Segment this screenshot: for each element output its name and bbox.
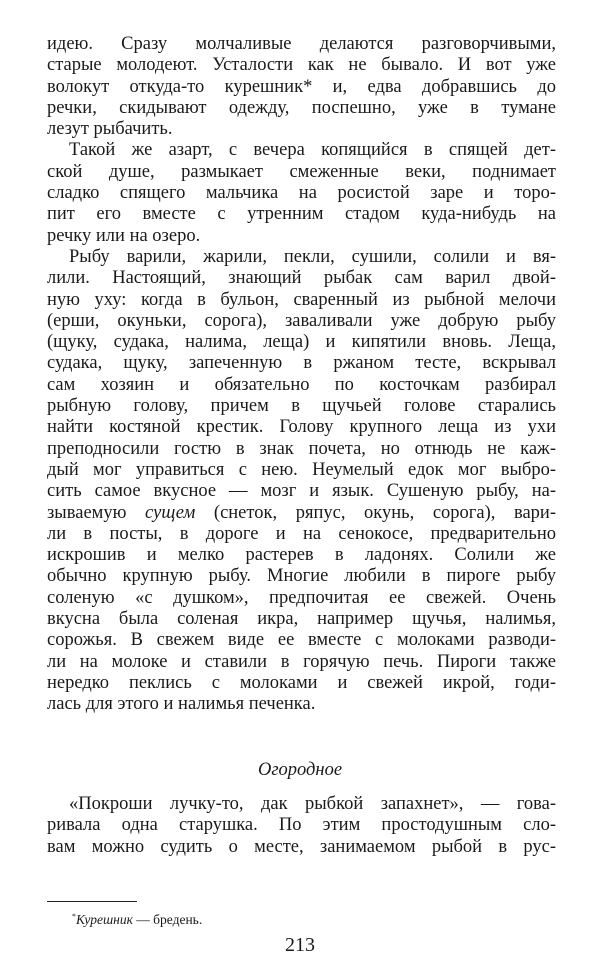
text-line: речку или на озеро.	[47, 225, 201, 246]
footnote-divider	[47, 901, 137, 902]
text-line: ли в посты, в дороге и на сенокосе, предварительно	[47, 523, 556, 544]
text-line: (ерши, окуньки, сорога), заваливали уже добрую рыбу	[47, 310, 556, 331]
text-line: «Покроши лучку-то, дак рыбкой запахнет», — гова-	[69, 794, 556, 814]
text-line: сорожья. В свежем виде ее вместе с молоками разводи-	[47, 630, 556, 651]
paragraph-3	[47, 247, 556, 716]
text-line: найти костяной крестик. Голову крупного леща из ухи	[47, 417, 556, 438]
text-segment: зываемую	[47, 502, 146, 523]
text-line: волокут откуда-то курешник* и, едва добравшись до	[47, 76, 556, 97]
text-line: старые молодеют. Усталости как не бывало. И вот уже	[47, 55, 556, 76]
text-line: ную уху: когда в бульон, сваренный из рыбной мелочи	[47, 289, 556, 310]
text-line: искрошив и мелко растерев в ладонях. Солили же	[47, 545, 556, 566]
footnote-mark: *	[72, 912, 76, 921]
text-line: сам хозяин и обязательно по косточкам разбирал	[47, 374, 556, 395]
paragraph-1	[47, 34, 556, 140]
text-line: рыбную голову, причем в щучьей голове старались	[47, 396, 556, 417]
text-segment: (снеток, ряпус, окунь, сорога), вари-	[195, 502, 556, 523]
text-line: дый мог управиться с нею. Неумелый едок мог выбро-	[47, 459, 556, 480]
section-heading: Огородное	[257, 760, 343, 780]
text-line: вам можно судить о месте, занимаемом рыбой в рус-	[47, 836, 556, 857]
paragraph-2	[47, 140, 556, 246]
italic-term: сущем	[145, 502, 196, 523]
text-line: лезут рыбачить.	[47, 119, 173, 140]
footnote-definition: — бредень.	[132, 912, 203, 927]
text-line: пит его вместе с утренним стадом куда-нибудь на	[47, 204, 556, 225]
body-text	[47, 34, 556, 716]
text-line: соленую «с душком», предпочитая ее свежей. Очень	[47, 587, 556, 608]
text-line: идею. Сразу молчаливые делаются разговорчивыми,	[47, 34, 556, 54]
text-line	[47, 503, 556, 524]
page-number: 213	[285, 934, 315, 956]
text-line: ской душе, размыкает смеженные веки, поднимает	[47, 161, 556, 182]
text-line: сить самое вкусное — мозг и язык. Сушеную рыбу, на-	[47, 481, 556, 502]
footnote	[72, 908, 202, 928]
text-line: ривала одна старушка. По этим простодушным сло-	[47, 815, 556, 836]
text-line: судака, щуку, запеченную в ржаном тесте, вскрывал	[47, 353, 556, 374]
text-line: лась для этого и налимья печенка.	[47, 694, 316, 715]
text-line: речки, скидывают одежду, поспешно, уже в тумане	[47, 97, 556, 118]
text-line: вкусна была соленая икра, например щучья, налимья,	[47, 609, 556, 630]
text-line: лили. Настоящий, знающий рыбак сам варил двой-	[47, 268, 556, 289]
text-line: сладко спящего мальчика на росистой заре и торо-	[47, 183, 556, 204]
text-line: Рыбу варили, жарили, пекли, сушили, солили и вя-	[69, 246, 556, 267]
footnote-term: Курешник	[76, 912, 133, 927]
text-line: ли на молоке и ставили в горячую печь. Пироги также	[47, 651, 556, 672]
text-line: Такой же азарт, с вечера копящийся в спящей дет-	[69, 140, 556, 161]
text-line: преподносили гостю в знак почета, но отнюдь не каж-	[47, 438, 556, 459]
text-line: нередко пеклись с молоками и свежей икрой, годи-	[47, 672, 556, 693]
text-line: обычно крупную рыбу. Многие любили в пироге рыбу	[47, 566, 556, 587]
section-paragraph	[47, 794, 556, 858]
text-line: (щуку, судака, налима, леща) и кипятили вновь. Леща,	[47, 332, 556, 353]
